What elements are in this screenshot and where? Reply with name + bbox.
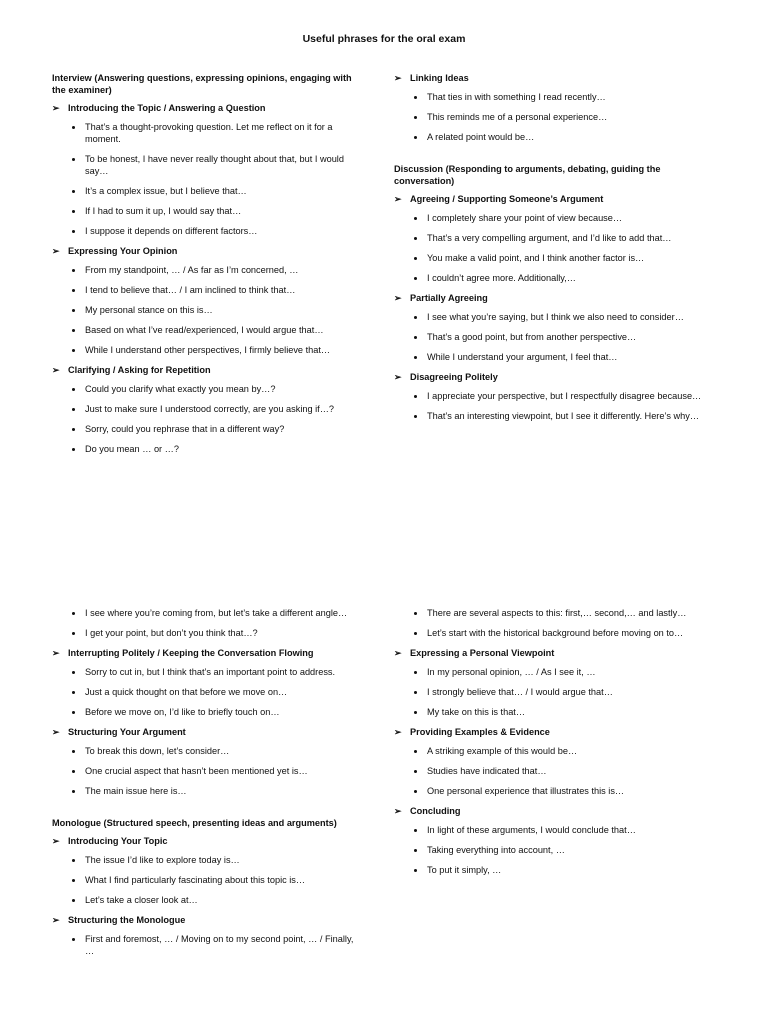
phrase-item: [52, 933, 364, 957]
phrase-list: [52, 121, 364, 237]
bullet-dot-icon: [414, 116, 417, 119]
phrase-item: [52, 607, 364, 619]
phrase-item: [52, 894, 364, 906]
phrase-item: [394, 864, 706, 876]
phrase-list: [394, 607, 706, 639]
phrase-text: I completely share your point of view because…: [427, 213, 623, 223]
phrase-item: [52, 854, 364, 866]
bullet-dot-icon: [414, 869, 417, 872]
phrase-text: I see what you’re saying, but I think we also need to consider…: [427, 312, 684, 322]
subheading-structuring-the-monologue: [52, 914, 364, 926]
bullet-dot-icon: [414, 770, 417, 773]
phrase-item: [394, 252, 706, 264]
phrase-list: [394, 390, 706, 422]
bullet-dot-icon: [72, 230, 75, 233]
phrase-item: [394, 627, 706, 639]
bullet-dot-icon: [72, 158, 75, 161]
phrase-text: To put it simply, …: [427, 865, 502, 875]
phrase-item: [394, 331, 706, 343]
phrase-item: [52, 403, 364, 415]
section-heading-interview: Interview (Answering questions, expressing opinions, engaging with the examiner): [52, 73, 352, 95]
phrase-list: [52, 666, 364, 718]
subheading-label: Introducing Your Topic: [68, 836, 168, 846]
arrow-bullet-icon: ➢: [52, 246, 60, 256]
left-column-top: [52, 72, 364, 463]
phrase-item: [52, 443, 364, 455]
subheading-label: Expressing Your Opinion: [68, 246, 178, 256]
phrase-item: [52, 304, 364, 316]
phrase-text: I strongly believe that… / I would argue that…: [427, 687, 613, 697]
subheading-label: Linking Ideas: [410, 73, 469, 83]
phrase-item: [394, 131, 706, 143]
bullet-dot-icon: [414, 356, 417, 359]
bullet-dot-icon: [72, 790, 75, 793]
phrase-item: [394, 232, 706, 244]
subheading-structuring-your-argument: [52, 726, 364, 738]
arrow-bullet-icon: ➢: [394, 73, 402, 83]
phrase-text: Based on what I’ve read/experienced, I would argue that…: [85, 325, 324, 335]
subheading-concluding: [394, 805, 706, 817]
phrase-item: [394, 272, 706, 284]
phrase-item: [52, 765, 364, 777]
arrow-bullet-icon: ➢: [394, 194, 402, 204]
phrase-text: That’s a thought-provoking question. Let me reflect on it for a moment.: [85, 122, 333, 144]
phrase-item: [394, 785, 706, 797]
document-title: Useful phrases for the oral exam: [302, 33, 466, 45]
section-heading-discussion: Discussion (Responding to arguments, debating, guiding the conversation): [394, 164, 661, 186]
phrase-text: Before we move on, I’d like to briefly touch on…: [85, 707, 280, 717]
phrase-item: [394, 745, 706, 757]
bullet-dot-icon: [72, 388, 75, 391]
phrase-item: [52, 324, 364, 336]
subheading-label: Structuring Your Argument: [68, 727, 186, 737]
subheading-clarifying-asking-for-repetition: [52, 364, 364, 376]
phrase-list: [52, 745, 364, 797]
phrase-text: I get your point, but don’t you think that…?: [85, 628, 258, 638]
subheading-interrupting-politely-keeping-the-conver: [52, 647, 364, 659]
bullet-dot-icon: [414, 395, 417, 398]
subheading-introducing-your-topic: [52, 835, 364, 847]
phrase-list: [394, 311, 706, 363]
phrase-text: That’s a good point, but from another perspective…: [427, 332, 637, 342]
subheading-label: Clarifying / Asking for Repetition: [68, 365, 211, 375]
bullet-dot-icon: [72, 750, 75, 753]
bullet-dot-icon: [414, 612, 417, 615]
phrase-text: Just to make sure I understood correctly, are you asking if…?: [85, 404, 335, 414]
phrase-text: That ties in with something I read recently…: [427, 92, 606, 102]
phrase-item: [394, 212, 706, 224]
phrase-text: While I understand other perspectives, I firmly believe that…: [85, 345, 331, 355]
subheading-agreeing-supporting-someone-s-argument: [394, 193, 706, 205]
bullet-dot-icon: [414, 96, 417, 99]
phrase-text: I appreciate your perspective, but I respectfully disagree because…: [427, 391, 702, 401]
bullet-dot-icon: [72, 938, 75, 941]
phrase-text: This reminds me of a personal experience…: [427, 112, 608, 122]
subheading-label: Interrupting Politely / Keeping the Conversation Flowing: [68, 648, 314, 658]
phrase-text: You make a valid point, and I think another factor is…: [427, 253, 645, 263]
phrase-text: That’s an interesting viewpoint, but I see it differently. Here’s why…: [427, 411, 700, 421]
phrase-item: [52, 686, 364, 698]
bullet-dot-icon: [414, 790, 417, 793]
phrase-item: [394, 844, 706, 856]
bullet-dot-icon: [72, 190, 75, 193]
right-column-bottom: [394, 607, 706, 884]
bullet-dot-icon: [414, 671, 417, 674]
phrase-text: I tend to believe that… / I am inclined to think that…: [85, 285, 296, 295]
bullet-dot-icon: [72, 612, 75, 615]
bullet-dot-icon: [72, 632, 75, 635]
phrase-list: [52, 607, 364, 639]
bullet-dot-icon: [72, 210, 75, 213]
phrase-list: [394, 212, 706, 284]
phrase-text: To be honest, I have never really thought about that, but I would say…: [85, 154, 344, 176]
arrow-bullet-icon: ➢: [52, 836, 60, 846]
bullet-dot-icon: [414, 217, 417, 220]
phrase-item: [394, 91, 706, 103]
phrase-text: Let’s start with the historical background before moving on to…: [427, 628, 684, 638]
phrase-list: [394, 745, 706, 797]
subheading-label: Partially Agreeing: [410, 293, 488, 303]
phrase-item: [394, 666, 706, 678]
phrase-item: [52, 785, 364, 797]
subheading-introducing-the-topic-answering-a-questi: [52, 102, 364, 114]
arrow-bullet-icon: ➢: [394, 648, 402, 658]
arrow-bullet-icon: ➢: [394, 372, 402, 382]
phrase-item: [52, 627, 364, 639]
phrase-text: Sorry to cut in, but I think that’s an important point to address.: [85, 667, 336, 677]
phrase-item: [394, 607, 706, 619]
bullet-dot-icon: [72, 289, 75, 292]
phrase-item: [52, 284, 364, 296]
subheading-label: Expressing a Personal Viewpoint: [410, 648, 555, 658]
phrase-item: [52, 706, 364, 718]
bullet-dot-icon: [414, 829, 417, 832]
bullet-dot-icon: [72, 349, 75, 352]
bullet-dot-icon: [72, 879, 75, 882]
subheading-label: Disagreeing Politely: [410, 372, 498, 382]
phrase-list: [394, 666, 706, 718]
phrase-item: [52, 121, 364, 145]
section-heading-monologue: Monologue (Structured speech, presenting ideas and arguments): [52, 818, 337, 828]
phrase-text: While I understand your argument, I feel that…: [427, 352, 618, 362]
subheading-expressing-your-opinion: [52, 245, 364, 257]
bullet-dot-icon: [414, 750, 417, 753]
arrow-bullet-icon: ➢: [52, 103, 60, 113]
right-column-top: [394, 72, 706, 430]
subheading-providing-examples-evidence: [394, 726, 706, 738]
phrase-text: That’s a very compelling argument, and I’d like to add that…: [427, 233, 672, 243]
phrase-text: Do you mean … or …?: [85, 444, 179, 454]
bullet-dot-icon: [72, 329, 75, 332]
phrase-item: [394, 765, 706, 777]
bullet-dot-icon: [72, 408, 75, 411]
bullet-dot-icon: [414, 849, 417, 852]
phrase-text: The issue I’d like to explore today is…: [85, 855, 240, 865]
subheading-label: Structuring the Monologue: [68, 915, 186, 925]
phrase-item: [52, 745, 364, 757]
phrase-text: In light of these arguments, I would conclude that…: [427, 825, 636, 835]
phrase-text: I see where you’re coming from, but let’s take a different angle…: [85, 608, 348, 618]
phrase-list: [52, 854, 364, 906]
phrase-text: From my standpoint, … / As far as I’m concerned, …: [85, 265, 299, 275]
bullet-dot-icon: [72, 671, 75, 674]
phrase-text: A related point would be…: [427, 132, 535, 142]
phrase-item: [394, 111, 706, 123]
arrow-bullet-icon: ➢: [394, 727, 402, 737]
subheading-label: Concluding: [410, 806, 461, 816]
phrase-text: The main issue here is…: [85, 786, 187, 796]
phrase-item: [52, 225, 364, 237]
bullet-dot-icon: [414, 691, 417, 694]
subheading-linking-ideas: [394, 72, 706, 84]
phrase-list: [394, 91, 706, 143]
phrase-item: [394, 706, 706, 718]
phrase-list: [52, 383, 364, 455]
phrase-item: [394, 686, 706, 698]
phrase-list: [394, 824, 706, 876]
bullet-dot-icon: [414, 316, 417, 319]
subheading-disagreeing-politely: [394, 371, 706, 383]
bullet-dot-icon: [72, 711, 75, 714]
phrase-text: My personal stance on this is…: [85, 305, 213, 315]
bullet-dot-icon: [414, 336, 417, 339]
phrase-item: [394, 824, 706, 836]
phrase-item: [52, 153, 364, 177]
phrase-text: Sorry, could you rephrase that in a different way?: [85, 424, 285, 434]
bullet-dot-icon: [414, 237, 417, 240]
bullet-dot-icon: [414, 415, 417, 418]
phrase-item: [394, 390, 706, 402]
phrase-text: In my personal opinion, … / As I see it, …: [427, 667, 596, 677]
phrase-text: One personal experience that illustrates this is…: [427, 786, 625, 796]
bullet-dot-icon: [72, 859, 75, 862]
phrase-item: [52, 185, 364, 197]
bullet-dot-icon: [72, 899, 75, 902]
phrase-item: [52, 666, 364, 678]
phrase-text: Just a quick thought on that before we move on…: [85, 687, 288, 697]
arrow-bullet-icon: ➢: [52, 727, 60, 737]
bullet-dot-icon: [72, 309, 75, 312]
phrase-list: [52, 933, 364, 957]
phrase-item: [394, 410, 706, 422]
phrase-text: My take on this is that…: [427, 707, 526, 717]
bullet-dot-icon: [414, 136, 417, 139]
phrase-text: To break this down, let’s consider…: [85, 746, 230, 756]
phrase-list: [52, 264, 364, 356]
subheading-label: Introducing the Topic / Answering a Question: [68, 103, 266, 113]
phrase-text: Studies have indicated that…: [427, 766, 547, 776]
phrase-item: [394, 351, 706, 363]
phrase-item: [52, 205, 364, 217]
phrase-text: Could you clarify what exactly you mean by…?: [85, 384, 276, 394]
bullet-dot-icon: [72, 428, 75, 431]
bullet-dot-icon: [414, 711, 417, 714]
arrow-bullet-icon: ➢: [52, 915, 60, 925]
phrase-text: I couldn’t agree more. Additionally,…: [427, 273, 576, 283]
phrase-text: One crucial aspect that hasn’t been mentioned yet is…: [85, 766, 308, 776]
phrase-item: [394, 311, 706, 323]
phrase-text: A striking example of this would be…: [427, 746, 578, 756]
subheading-expressing-a-personal-viewpoint: [394, 647, 706, 659]
bullet-dot-icon: [72, 770, 75, 773]
phrase-item: [52, 874, 364, 886]
arrow-bullet-icon: ➢: [394, 806, 402, 816]
phrase-text: Let’s take a closer look at…: [85, 895, 198, 905]
arrow-bullet-icon: ➢: [52, 365, 60, 375]
arrow-bullet-icon: ➢: [394, 293, 402, 303]
bullet-dot-icon: [414, 632, 417, 635]
subheading-partially-agreeing: [394, 292, 706, 304]
subheading-label: Agreeing / Supporting Someone’s Argument: [410, 194, 604, 204]
bullet-dot-icon: [414, 257, 417, 260]
bullet-dot-icon: [72, 269, 75, 272]
phrase-text: What I find particularly fascinating about this topic is…: [85, 875, 306, 885]
phrase-text: Taking everything into account, …: [427, 845, 565, 855]
phrase-item: [52, 344, 364, 356]
phrase-item: [52, 264, 364, 276]
phrase-item: [52, 423, 364, 435]
bullet-dot-icon: [72, 448, 75, 451]
phrase-text: I suppose it depends on different factors…: [85, 226, 258, 236]
arrow-bullet-icon: ➢: [52, 648, 60, 658]
phrase-item: [52, 383, 364, 395]
phrase-text: There are several aspects to this: first,… second,… and lastly…: [427, 608, 687, 618]
bullet-dot-icon: [414, 277, 417, 280]
phrase-text: It’s a complex issue, but I believe that…: [85, 186, 247, 196]
subheading-label: Providing Examples & Evidence: [410, 727, 550, 737]
bullet-dot-icon: [72, 126, 75, 129]
bullet-dot-icon: [72, 691, 75, 694]
phrase-text: First and foremost, … / Moving on to my second point, … / Finally, …: [85, 934, 354, 956]
left-column-bottom: [52, 607, 364, 965]
phrase-text: If I had to sum it up, I would say that…: [85, 206, 242, 216]
